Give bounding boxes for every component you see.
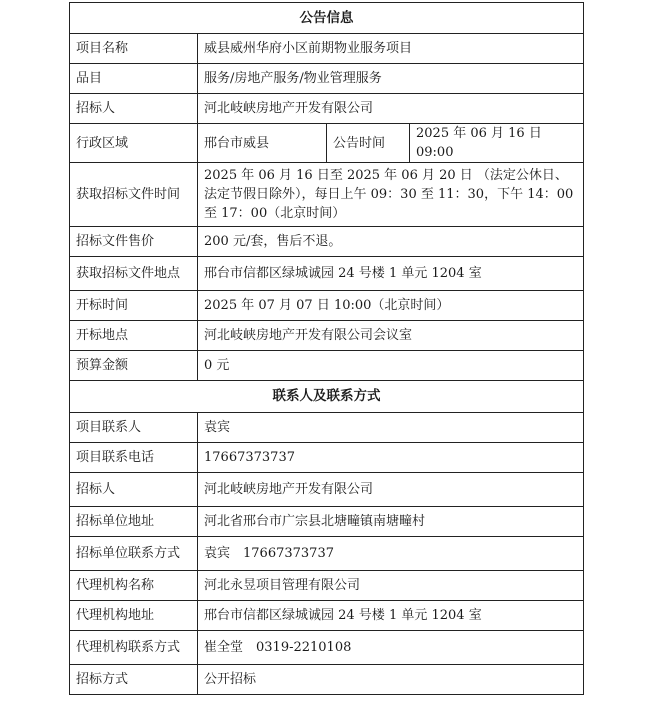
row-tenderer-contact	[70, 537, 584, 571]
value-budget: 0 元	[198, 351, 584, 381]
value-contact-phone: 17667373737	[198, 443, 584, 473]
value-agency-name: 河北永昱项目管理有限公司	[198, 571, 584, 601]
label-contact-person: 项目联系人	[70, 413, 198, 443]
label-budget: 预算金额	[70, 351, 198, 381]
label-method: 招标方式	[70, 665, 198, 695]
row-tenderer	[70, 94, 584, 124]
label-project-name: 项目名称	[70, 34, 198, 64]
label-tenderer-addr: 招标单位地址	[70, 507, 198, 537]
row-agency-name	[70, 571, 584, 601]
label-category: 品目	[70, 64, 198, 94]
label-agency-contact: 代理机构联系方式	[70, 631, 198, 665]
row-tenderer2	[70, 473, 584, 507]
row-agency-contact	[70, 631, 584, 665]
value-tenderer-addr: 河北省邢台市广宗县北塘疃镇南塘疃村	[198, 507, 584, 537]
label-tenderer-contact: 招标单位联系方式	[70, 537, 198, 571]
label-contact-phone: 项目联系电话	[70, 443, 198, 473]
value-open-place: 河北岐峡房地产开发有限公司会议室	[198, 321, 584, 351]
row-doc-place	[70, 257, 584, 291]
label-open-place: 开标地点	[70, 321, 198, 351]
row-method	[70, 665, 584, 695]
value-region: 邢台市威县	[198, 124, 327, 163]
row-category	[70, 64, 584, 94]
row-tenderer-addr	[70, 507, 584, 537]
row-agency-addr	[70, 601, 584, 631]
section-title-notice-info: 公告信息	[70, 3, 584, 34]
label-tenderer2: 招标人	[70, 473, 198, 507]
row-project-name	[70, 34, 584, 64]
value-tenderer-contact: 袁宾 17667373737	[198, 537, 584, 571]
value-contact-person: 袁宾	[198, 413, 584, 443]
section-title-contacts: 联系人及联系方式	[70, 381, 584, 413]
row-region	[70, 124, 584, 163]
label-notice-time: 公告时间	[327, 124, 410, 163]
label-doc-place: 获取招标文件地点	[70, 257, 198, 291]
value-tenderer: 河北岐峡房地产开发有限公司	[198, 94, 584, 124]
label-agency-name: 代理机构名称	[70, 571, 198, 601]
value-category: 服务/房地产服务/物业管理服务	[198, 64, 584, 94]
value-tenderer2: 河北岐峡房地产开发有限公司	[198, 473, 584, 507]
row-open-place	[70, 321, 584, 351]
row-doc-price	[70, 227, 584, 257]
label-agency-addr: 代理机构地址	[70, 601, 198, 631]
notice-table	[69, 2, 584, 695]
value-doc-time: 2025 年 06 月 16 日至 2025 年 06 月 20 日 （法定公休日、法定节假日除外），每日上午 09：30 至 11：30，下午 14：00 至 17：00（北京时间）	[198, 163, 584, 227]
row-open-time	[70, 291, 584, 321]
value-project-name: 威县威州华府小区前期物业服务项目	[198, 34, 584, 64]
label-doc-time: 获取招标文件时间	[70, 163, 198, 227]
value-method: 公开招标	[198, 665, 584, 695]
value-doc-place: 邢台市信都区绿城诚园 24 号楼 1 单元 1204 室	[198, 257, 584, 291]
label-region: 行政区域	[70, 124, 198, 163]
row-contact-person	[70, 413, 584, 443]
row-doc-time	[70, 163, 584, 227]
value-agency-addr: 邢台市信都区绿城诚园 24 号楼 1 单元 1204 室	[198, 601, 584, 631]
label-tenderer: 招标人	[70, 94, 198, 124]
value-doc-price: 200 元/套，售后不退。	[198, 227, 584, 257]
label-doc-price: 招标文件售价	[70, 227, 198, 257]
value-notice-time: 2025 年 06 月 16 日 09:00	[410, 124, 584, 163]
value-open-time: 2025 年 07 月 07 日 10:00（北京时间）	[198, 291, 584, 321]
row-budget	[70, 351, 584, 381]
row-contact-phone	[70, 443, 584, 473]
label-open-time: 开标时间	[70, 291, 198, 321]
value-agency-contact: 崔全堂 0319-2210108	[198, 631, 584, 665]
